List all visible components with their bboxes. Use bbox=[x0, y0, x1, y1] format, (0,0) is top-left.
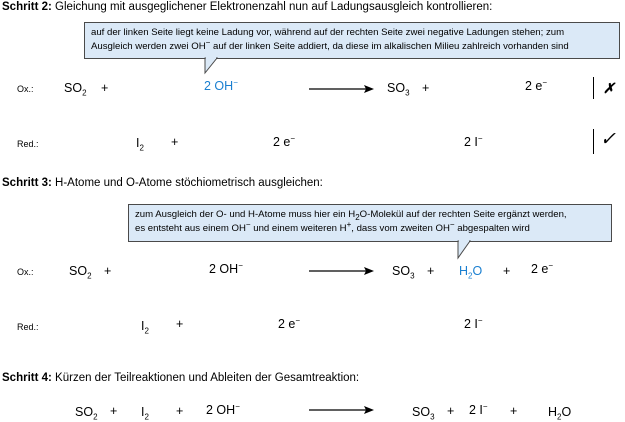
step3-ox-arrow bbox=[309, 266, 375, 276]
step4-heading bbox=[2, 372, 359, 384]
step3-ox-oh: 2 OH− bbox=[209, 260, 243, 276]
step4-label: Schritt 4: bbox=[2, 372, 52, 384]
step4-plus3: + bbox=[447, 404, 455, 418]
step3-ox-so2: $SO_2$ bbox=[69, 264, 92, 281]
step3-red-label: Red.: bbox=[17, 322, 39, 332]
step2-callout bbox=[84, 22, 620, 59]
step3-red-iodide: 2 I− bbox=[464, 315, 483, 331]
step2-callout-line1: auf der linken Seite liegt keine Ladung vor, während auf der rechten Seite zwei negative Ladungen stehen; zum bbox=[91, 27, 565, 38]
step2-ox-plus1: + bbox=[101, 81, 109, 95]
step4-so3: $SO_3$ bbox=[412, 405, 435, 422]
step2-ox-label: Ox.: bbox=[17, 84, 34, 94]
step2-red-plus: + bbox=[171, 135, 179, 149]
step3-ox-electrons: 2 e− bbox=[531, 260, 554, 276]
step4-plus4: + bbox=[510, 404, 518, 418]
step3-red-i2: $I_2$ bbox=[141, 319, 149, 336]
step3-ox-water: $H_2O$ bbox=[459, 264, 483, 281]
step4-i2: $I_2$ bbox=[141, 405, 149, 422]
step2-heading bbox=[2, 1, 492, 13]
step2-red-iodide: 2 I− bbox=[464, 133, 483, 149]
step4-iodide: 2 I− bbox=[469, 401, 488, 417]
step2-ox-so2: $SO_2$ bbox=[64, 81, 87, 98]
step2-red-check-icon: ✓ bbox=[600, 129, 616, 150]
step2-text: Gleichung mit ausgeglichener Elektronenzahl nun auf Ladungsausgleich kontrollieren: bbox=[55, 1, 493, 13]
step4-water: $H_2O$ bbox=[548, 405, 572, 422]
step3-callout-line1: zum Ausgleich der O- und H-Atome muss hier ein $H_2O$-Molekül auf der rechten Seite ergänzt werden, bbox=[135, 209, 567, 222]
step2-ox-oh: 2 OH− bbox=[204, 77, 238, 93]
step4-hydroxide: 2 OH− bbox=[206, 401, 240, 417]
step3-red-plus: + bbox=[176, 317, 184, 331]
step2-red-i2: $I_2$ bbox=[136, 136, 144, 153]
step3-callout-line2: es entsteht aus einem OH− und einem weiteren H+, dass vom zweiten OH− abgespalten wird bbox=[135, 219, 530, 234]
step3-red-electrons: 2 e− bbox=[278, 315, 301, 331]
step3-text: H-Atome und O-Atome stöchiometrisch ausgleichen: bbox=[55, 177, 323, 189]
step2-ox-so3: $SO_3$ bbox=[387, 81, 410, 98]
step2-ox-cross-icon: ✗ bbox=[603, 80, 615, 96]
step4-plus1: + bbox=[110, 404, 118, 418]
step2-callout-tail bbox=[204, 57, 220, 75]
step4-text: Kürzen der Teilreaktionen und Ableiten der Gesamtreaktion: bbox=[55, 372, 360, 384]
step3-ox-plus1: + bbox=[104, 264, 112, 278]
step3-callout-tail bbox=[457, 240, 473, 260]
step3-label: Schritt 3: bbox=[2, 177, 52, 189]
step2-callout-line2: Ausgleich werden zwei OH− auf der linken Seite addiert, da diese im alkalischen Milieu zahlreich vorhanden sind bbox=[91, 37, 569, 52]
step3-ox-plus3: + bbox=[503, 264, 511, 278]
step2-ox-plus2: + bbox=[422, 81, 430, 95]
step3-callout bbox=[128, 204, 612, 242]
step2-red-electrons: 2 e− bbox=[273, 133, 296, 149]
step3-ox-plus2: + bbox=[427, 264, 435, 278]
step4-plus2: + bbox=[176, 404, 184, 418]
step3-ox-label: Ox.: bbox=[17, 267, 34, 277]
step2-ox-arrow bbox=[309, 84, 375, 94]
step2-ox-divider bbox=[593, 77, 594, 99]
step2-red-label: Red.: bbox=[17, 139, 39, 149]
step4-arrow bbox=[309, 405, 375, 415]
step3-ox-so3: $SO_3$ bbox=[392, 264, 415, 281]
step3-heading bbox=[2, 177, 323, 189]
step4-so2: $SO_2$ bbox=[75, 405, 98, 422]
step2-ox-electrons: 2 e− bbox=[525, 77, 548, 93]
step2-red-divider bbox=[593, 129, 594, 154]
step2-label: Schritt 2: bbox=[2, 1, 52, 13]
